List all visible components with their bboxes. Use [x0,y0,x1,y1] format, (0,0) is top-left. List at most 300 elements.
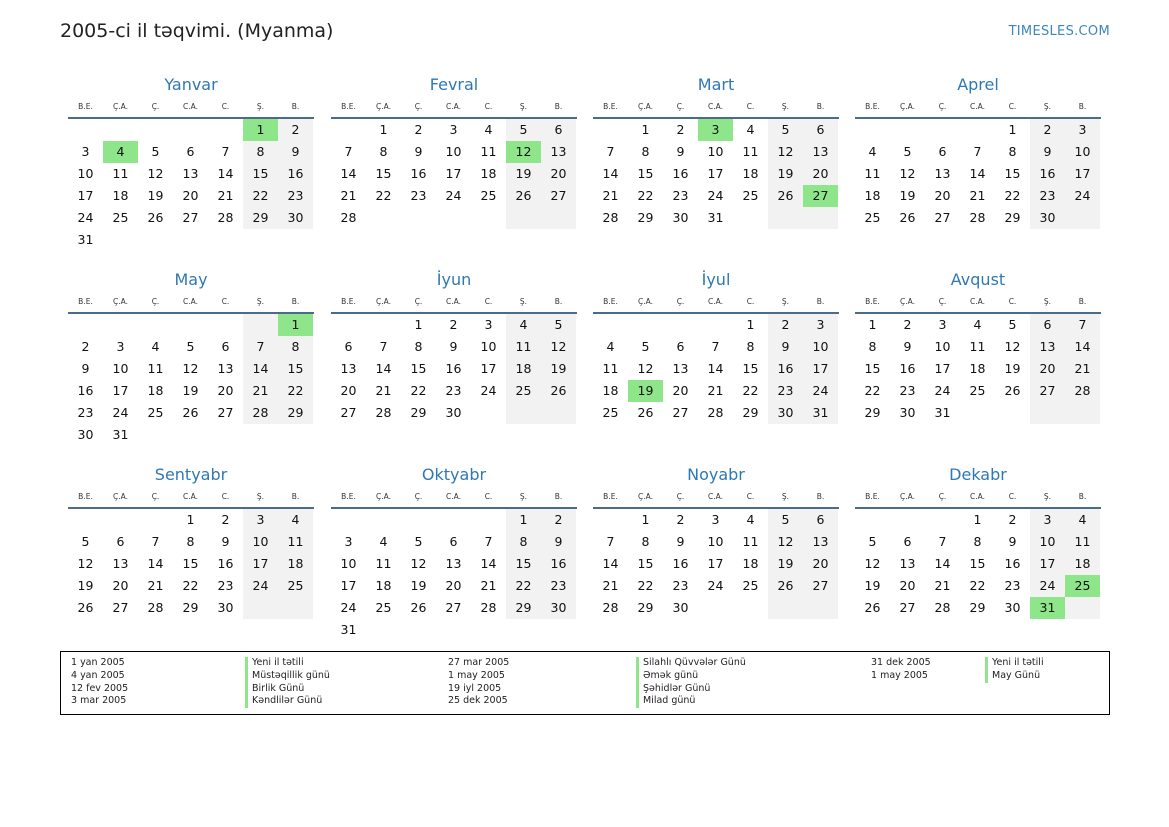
day-cell: 5 [81,534,90,549]
day-cell: 15 [287,361,304,376]
day-cell: 16 [550,556,567,571]
weekday-label: C.A. [445,102,461,111]
day-cell: 16 [777,361,794,376]
weekday-label: B.E. [78,102,93,111]
day-cell: 9 [1043,144,1052,159]
day-cell: 20 [550,166,567,181]
legend-holiday-name: Şəhidlər Günü [636,683,710,696]
day-cell: 22 [410,383,427,398]
day-grid [855,119,1101,251]
day-cell: 2 [291,122,300,137]
legend-holiday-name: Yeni il tətili [245,657,304,670]
day-cell: 6 [816,122,825,137]
day-cell: 8 [414,339,423,354]
weekday-label: C. [221,102,230,111]
day-cell: 23 [899,383,916,398]
day-cell: 3 [449,122,458,137]
weekday-label: C.A. [182,297,198,306]
weekday-label: C.A. [707,102,723,111]
day-cell: 16 [672,556,689,571]
brand-link[interactable]: TIMESLES.COM [1008,24,1110,39]
day-cell: 26 [864,600,881,615]
day-cell: 10 [480,339,497,354]
day-cell: 9 [449,339,458,354]
month-block [855,75,1101,255]
legend-date: 1 yan 2005 [71,657,125,668]
day-cell: 28 [147,600,164,615]
day-cell: 2 [414,122,423,137]
day-cell: 20 [1039,361,1056,376]
day-cell: 17 [707,166,724,181]
month-block [331,465,577,645]
month-name: Fevral [429,75,479,94]
day-cell: 30 [550,600,567,615]
weekday-label: Ç. [414,492,423,501]
day-cell: 28 [252,405,269,420]
day-cell: 28 [375,405,392,420]
weekday-label: C.A. [707,297,723,306]
weekday-label: C. [221,297,230,306]
month-name: İyul [701,270,731,289]
weekday-label: Ç. [938,492,947,501]
day-cell: 16 [217,556,234,571]
day-cell: 29 [742,405,759,420]
day-cell: 4 [519,317,528,332]
day-cell: 5 [641,339,650,354]
day-cell: 8 [291,339,300,354]
day-cell: 17 [445,166,462,181]
day-cell: 9 [414,144,423,159]
weekday-header [593,492,839,504]
day-cell: 23 [410,188,427,203]
day-cell: 30 [77,427,94,442]
day-cell: 6 [1043,317,1052,332]
day-cell: 14 [375,361,392,376]
day-cell: 15 [182,556,199,571]
day-cell: 28 [217,210,234,225]
day-cell: 7 [938,534,947,549]
day-cell: 16 [445,361,462,376]
day-cell: 22 [969,578,986,593]
day-cell: 21 [969,188,986,203]
day-cell: 31 [112,427,129,442]
day-cell: 5 [519,122,528,137]
legend-holiday-name: May Günü [985,670,1040,683]
weekday-label: Ş. [781,297,790,306]
day-cell: 7 [606,534,615,549]
day-cell: 14 [340,166,357,181]
legend-holiday-name: Yeni il tətili [985,657,1044,670]
weekday-label: B.E. [865,102,880,111]
weekday-header [331,102,577,114]
day-cell: 24 [340,600,357,615]
day-cell: 6 [903,534,912,549]
day-cell: 10 [707,534,724,549]
legend-holiday-name: Silahlı Qüvvələr Günü [636,657,746,670]
day-cell: 11 [864,166,881,181]
day-cell: 29 [637,210,654,225]
day-cell: 7 [973,144,982,159]
day-cell: 31 [77,232,94,247]
day-cell: 13 [217,361,234,376]
day-cell: 23 [1039,188,1056,203]
day-cell: 18 [375,578,392,593]
holiday-day-cell: 3 [698,119,733,141]
weekday-header [68,102,314,114]
day-cell: 9 [81,361,90,376]
day-cell: 5 [903,144,912,159]
day-cell: 29 [1004,210,1021,225]
month-block [855,465,1101,645]
day-cell: 6 [449,534,458,549]
weekday-label: B.E. [603,492,618,501]
legend-holiday-name: Kəndlilər Günü [245,695,322,708]
day-cell: 28 [1074,383,1091,398]
day-cell: 6 [344,339,353,354]
weekday-label: Ç.A. [899,492,915,501]
day-cell: 7 [379,339,388,354]
weekday-label: C.A. [182,102,198,111]
weekday-label: C. [746,102,755,111]
day-cell: 8 [973,534,982,549]
day-grid [331,509,577,641]
weekday-label: Ç. [414,297,423,306]
holiday-day-cell: 19 [628,380,663,402]
day-cell: 5 [186,339,195,354]
day-cell: 23 [672,578,689,593]
day-cell: 25 [480,188,497,203]
day-cell: 21 [147,578,164,593]
day-cell: 23 [287,188,304,203]
day-cell: 11 [480,144,497,159]
day-cell: 2 [81,339,90,354]
day-cell: 18 [602,383,619,398]
day-grid [593,314,839,446]
day-cell: 19 [147,188,164,203]
day-cell: 2 [1043,122,1052,137]
day-cell: 28 [602,600,619,615]
day-cell: 25 [112,210,129,225]
day-cell: 24 [1039,578,1056,593]
holiday-legend [60,651,1110,715]
day-cell: 26 [410,600,427,615]
day-cell: 3 [1078,122,1087,137]
day-cell: 6 [676,339,685,354]
day-cell: 15 [637,166,654,181]
day-cell: 10 [340,556,357,571]
day-cell: 22 [742,383,759,398]
weekday-label: B. [554,492,563,501]
day-cell: 31 [340,622,357,637]
day-cell: 25 [375,600,392,615]
day-cell: 18 [287,556,304,571]
day-cell: 23 [1004,578,1021,593]
day-cell: 1 [641,512,650,527]
day-cell: 27 [182,210,199,225]
day-cell: 3 [344,534,353,549]
weekday-label: B.E. [341,297,356,306]
day-cell: 11 [602,361,619,376]
day-cell: 12 [899,166,916,181]
day-cell: 13 [445,556,462,571]
month-name: İyun [436,270,472,289]
day-cell: 24 [252,578,269,593]
day-cell: 22 [637,578,654,593]
day-cell: 11 [969,339,986,354]
weekday-label: Ç.A. [375,492,391,501]
weekday-label: Ç. [414,102,423,111]
weekday-label: B. [1078,492,1087,501]
weekday-label: C.A. [969,492,985,501]
day-cell: 2 [676,122,685,137]
day-cell: 29 [182,600,199,615]
day-cell: 16 [77,383,94,398]
day-cell: 15 [742,361,759,376]
day-cell: 27 [340,405,357,420]
day-cell: 1 [1008,122,1017,137]
day-cell: 13 [182,166,199,181]
day-cell: 1 [414,317,423,332]
day-grid [68,509,314,641]
day-cell: 14 [602,166,619,181]
month-name: Noyabr [687,465,745,484]
day-cell: 29 [410,405,427,420]
day-cell: 24 [707,578,724,593]
day-cell: 13 [812,534,829,549]
day-cell: 31 [707,210,724,225]
day-cell: 12 [864,556,881,571]
day-cell: 19 [77,578,94,593]
day-cell: 12 [147,166,164,181]
day-cell: 10 [445,144,462,159]
day-cell: 8 [868,339,877,354]
day-cell: 5 [151,144,160,159]
day-cell: 13 [899,556,916,571]
weekday-label: C. [1008,492,1017,501]
day-cell: 25 [147,405,164,420]
month-block [331,270,577,450]
weekday-label: B. [291,492,300,501]
day-cell: 21 [217,188,234,203]
day-cell: 28 [340,210,357,225]
day-cell: 30 [217,600,234,615]
day-cell: 28 [934,600,951,615]
day-cell: 3 [484,317,493,332]
day-grid [331,314,577,446]
day-cell: 9 [903,339,912,354]
day-cell: 13 [340,361,357,376]
day-cell: 27 [217,405,234,420]
weekday-label: Ç.A. [112,102,128,111]
day-cell: 9 [221,534,230,549]
day-cell: 17 [112,383,129,398]
weekday-label: Ş. [256,492,265,501]
day-cell: 20 [672,383,689,398]
day-cell: 22 [637,188,654,203]
day-cell: 3 [81,144,90,159]
day-cell: 12 [182,361,199,376]
weekday-label: Ş. [519,492,528,501]
day-cell: 10 [812,339,829,354]
day-cell: 20 [934,188,951,203]
weekday-label: Ş. [781,492,790,501]
day-cell: 9 [676,144,685,159]
day-cell: 14 [217,166,234,181]
day-cell: 14 [969,166,986,181]
day-cell: 16 [287,166,304,181]
weekday-label: Ç. [938,102,947,111]
day-cell: 4 [606,339,615,354]
day-cell: 10 [1039,534,1056,549]
day-cell: 10 [252,534,269,549]
day-cell: 8 [1008,144,1017,159]
day-cell: 17 [77,188,94,203]
day-cell: 8 [641,144,650,159]
day-cell: 22 [1004,188,1021,203]
day-cell: 21 [602,578,619,593]
day-grid [593,509,839,641]
day-cell: 5 [414,534,423,549]
day-cell: 1 [641,122,650,137]
day-cell: 5 [868,534,877,549]
day-cell: 9 [676,534,685,549]
day-cell: 22 [252,188,269,203]
day-cell: 16 [899,361,916,376]
weekday-label: C.A. [969,297,985,306]
month-block [855,270,1101,450]
day-cell: 12 [637,361,654,376]
day-cell: 11 [147,361,164,376]
weekday-label: Ş. [781,102,790,111]
day-grid [68,119,314,251]
day-cell: 17 [934,361,951,376]
day-cell: 12 [777,534,794,549]
day-cell: 10 [77,166,94,181]
legend-date: 12 fev 2005 [71,682,129,694]
weekday-label: B. [1078,297,1087,306]
day-cell: 11 [375,556,392,571]
day-cell: 18 [147,383,164,398]
day-cell: 18 [1074,556,1091,571]
day-cell: 21 [934,578,951,593]
day-cell: 21 [375,383,392,398]
day-cell: 9 [781,339,790,354]
weekday-label: B.E. [341,492,356,501]
weekday-label: B.E. [603,102,618,111]
weekday-label: C.A. [969,102,985,111]
day-cell: 18 [112,188,129,203]
day-cell: 26 [515,188,532,203]
day-cell: 4 [291,512,300,527]
day-cell: 2 [554,512,563,527]
day-grid [331,119,577,251]
day-cell: 26 [147,210,164,225]
day-cell: 10 [112,361,129,376]
weekday-label: Ç.A. [899,297,915,306]
day-grid [855,314,1101,446]
day-cell: 7 [484,534,493,549]
weekday-label: B. [816,492,825,501]
day-cell: 6 [554,122,563,137]
day-cell: 19 [777,556,794,571]
day-grid [855,509,1101,641]
day-cell: 18 [515,361,532,376]
day-cell: 29 [287,405,304,420]
weekday-label: B.E. [341,102,356,111]
day-cell: 21 [252,383,269,398]
day-cell: 13 [672,361,689,376]
day-cell: 17 [1074,166,1091,181]
day-cell: 15 [515,556,532,571]
month-block [593,75,839,255]
day-cell: 11 [112,166,129,181]
day-cell: 1 [519,512,528,527]
weekday-label: Ç.A. [112,297,128,306]
day-cell: 30 [777,405,794,420]
day-cell: 26 [637,405,654,420]
day-cell: 9 [554,534,563,549]
day-cell: 13 [112,556,129,571]
day-cell: 29 [252,210,269,225]
day-cell: 4 [484,122,493,137]
day-cell: 14 [934,556,951,571]
weekday-label: C. [1008,102,1017,111]
weekday-label: B.E. [78,492,93,501]
day-cell: 14 [707,361,724,376]
legend-date: 19 iyl 2005 [448,682,502,694]
weekday-header [593,297,839,309]
day-cell: 15 [1004,166,1021,181]
day-cell: 21 [480,578,497,593]
day-cell: 27 [899,600,916,615]
day-cell: 14 [252,361,269,376]
day-cell: 3 [938,317,947,332]
day-cell: 12 [1004,339,1021,354]
holiday-day-cell: 27 [803,185,838,207]
day-cell: 29 [637,600,654,615]
day-cell: 27 [672,405,689,420]
month-block [68,270,314,450]
day-cell: 12 [410,556,427,571]
day-cell: 20 [899,578,916,593]
legend-date: 1 may 2005 [448,669,505,681]
weekday-label: Ç.A. [375,297,391,306]
month-block [331,75,577,255]
weekday-label: C. [746,492,755,501]
weekday-label: Ç.A. [899,102,915,111]
day-cell: 26 [777,578,794,593]
day-cell: 5 [1008,317,1017,332]
weekday-label: B. [816,102,825,111]
day-cell: 23 [445,383,462,398]
day-cell: 27 [550,188,567,203]
day-cell: 19 [777,166,794,181]
day-cell: 22 [864,383,881,398]
weekday-label: Ş. [1043,492,1052,501]
weekday-label: B. [291,297,300,306]
weekday-label: C. [484,102,493,111]
day-cell: 11 [742,534,759,549]
day-cell: 22 [515,578,532,593]
day-cell: 17 [707,556,724,571]
day-cell: 15 [375,166,392,181]
weekday-label: C. [221,492,230,501]
day-cell: 8 [641,534,650,549]
day-cell: 17 [812,361,829,376]
day-cell: 15 [410,361,427,376]
day-cell: 17 [340,578,357,593]
day-cell: 28 [602,210,619,225]
